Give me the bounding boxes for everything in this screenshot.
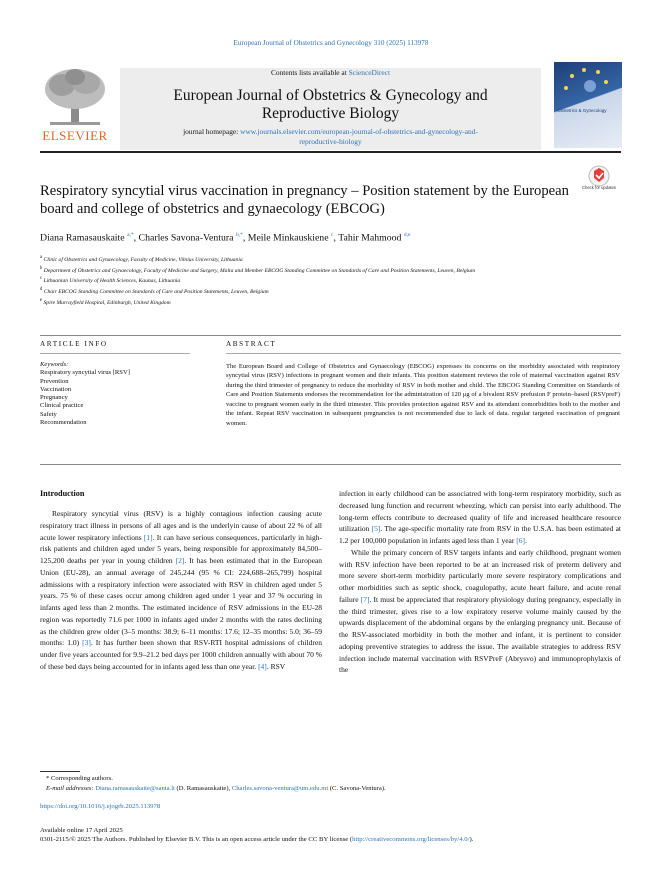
affiliation: $^d$ Chair EBCOG Standing Committee on Standards of Care and Position Statements, Leuven, Belgium xyxy=(40,286,269,295)
abstract-rule xyxy=(226,353,621,354)
author[interactable]: Charles Savona-Ventura xyxy=(138,232,234,244)
journal-cover-image xyxy=(554,62,622,148)
check-for-updates-label[interactable]: Check for updates xyxy=(582,185,616,190)
section-rule xyxy=(40,464,621,465)
header-rule xyxy=(40,151,621,153)
keyword: Vaccination xyxy=(40,385,72,393)
keyword: Safety xyxy=(40,410,57,418)
citation-link[interactable]: [3] xyxy=(82,638,91,648)
keyword: Prevention xyxy=(40,377,69,385)
journal-homepage: journal homepage: www.journals.elsevier.com/european-journal-of-obstetrics-and-gynecology-and- reproductive-biology xyxy=(183,127,478,146)
abstract-text: The European Board and College of Obstetrics and Gynaecology (EBCOG) expresses its concerns on the morbidity associated with respiratory syncytial virus (RSV) infections in pregnant women and their infants. This position statement reviews the role of maternal vaccination against RSV during the third trimester of pregnancy to reduce the morbidity of RSV in both mother and child. The EBCOG Standing Committee on Standards of Care and Position Statements endorses the recommendation for the administration of 120 μg of a bivalent RSV prefusion F protein–based (RSVpreF) vaccine to pregnant women early in the third trimester. This provides protection against RSV and its attendant comorbidities both to the mother and the infant. Repeat RSV vaccination in subsequent pregnancies is not recommended due to lack of data. regular targeted vaccination of pregnant women. xyxy=(226,363,620,427)
email-note: E-mail addresses: Diana.ramasauskaite@santa.lt (D. Ramasauskaite), Charles.savona-ventura@um.edu.mt (C. Savona-Ventura). xyxy=(46,784,386,792)
affiliations xyxy=(40,254,540,307)
journal-reference[interactable]: European Journal of Obstetrics and Gynecology 310 (2025) 113978 xyxy=(233,39,429,47)
homepage-link[interactable]: www.journals.elsevier.com/european-journal-of-obstetrics-and-gynecology-and- xyxy=(240,127,478,136)
affiliation: $^b$ Department of Obstetrics and Gynaecology, Faculty of Medicine and Surgery, Malta and Member EBCOG Standing Committee on Standards of Care and Position Statements, Leuven, Belgium xyxy=(40,265,476,274)
paragraph: infection in early childhood can be associatred with long-term respiratory morbidity, such as decreased lung function and recurrent wheezing, which can persist into early adulthood. The long-term effects contribute to decreased quality of life and increased healthcare resource utilization [5]. The age-specific mortality rate from RSV in the U.S.A. has been estimated at 1.2 per 100,000 population in infants aged less than 1 year [6]. xyxy=(339,489,621,545)
footnote-rule xyxy=(40,771,80,772)
keyword: Respiratory syncytial virus [RSV] xyxy=(40,369,130,377)
doi-link[interactable]: https://doi.org/10.1016/j.ejogrb.2025.113978 xyxy=(40,803,161,810)
citation-link[interactable]: [5] xyxy=(371,524,381,534)
affiliation: $^e$ Spire Murrayfield Hospital, Edinburgh, United Kingdom xyxy=(40,297,171,306)
email-link[interactable]: Diana.ramasauskaite@santa.lt xyxy=(95,784,175,792)
article-info-heading: ARTICLE INFO xyxy=(40,340,108,348)
citation-link[interactable]: [1] xyxy=(143,532,153,542)
paragraph: Respiratory syncytial virus (RSV) is a highly contagious infection causing acute respiratory tract illness in persons of all ages and is the underlyin cause of about 22 % of all acute lower respiratory infections [1]. It can have serious consequences, particularly in high-risk patients and children aged under 5 years, being responsible for approximately 84,500–125,200 deaths per year in young children [2]. It has been estimated that in the European Union (EU-28), an annual average of 245,244 (95 % CI: 224,688–265,799) hospital admissions with a respiratory infection were associated with RSV in children aged under 5 years. 75 % of these cases occur among children aged under 1 year and 37 % occuring in infants aged less than 2 months. The estimated incidence of RSV admissions in the EU-28 region was reportedly 71.6 per 1000 in infants aged under 2 months with the rates declining as the children grew older (3–5 months: 38.9; 6–11 months: 17.6; 12–35 months: 5.0; 36–59 months: 1.0) [3]. It has further been shown that RSV-RTI hospital admissions of children under five years accounted for 9.9–21.2 bed days per 1000 children annually with about 70 % of these bed days being accounted for in infants aged less than one year. [4]. RSV xyxy=(40,509,322,671)
footnotes xyxy=(40,774,620,793)
paragraph: While the primary concern of RSV targets infants and early childhood, pregnant women with RSV infection have been reported to be at an increased risk of preterm delivery and more severe short-term morbidity particularly more severe respiratory complications and other morbidities such as septic shock, coagulopathy, acute heart failure, and acute renal failure [7]. It must be appreciated that respiratory physiology during pregnancy, especially in the third trimester, gives rise to a low expiratory reserve volume mainly caused by the upwards displacement of the abdominal organs by the enlarging pregnancy unit. Because of the RSV-associated morbidity in both the mother and infant, it is pertinent to consider adoping preventive strategies to address the issue. The available strategies to address RSV infection include maternal vaccination with RSVPreF (Abrysvo) and immunoprophylaxis of the xyxy=(339,547,621,675)
contents-line: Contents lists available at ScienceDirect xyxy=(270,68,391,77)
keyword: Pregnancy xyxy=(40,394,68,402)
body-column-left xyxy=(40,508,322,673)
author[interactable]: Tahir Mahmood xyxy=(338,232,402,244)
author-list: Diana Ramasauskaite $^{a,*}$, Charles Savona-Ventura $^{b,*}$, Meile Minkauskiene $^c$, Tahir Mahmood $^{d,e}$ xyxy=(40,232,411,244)
keywords-list: Keywords: Respiratory syncytial virus [RSV] Prevention Vaccination Pregnancy Clinical practice Safety Recommendation xyxy=(40,361,190,427)
citation-link[interactable]: [6] xyxy=(516,536,526,545)
homepage-link-cont[interactable]: reproductive-biology xyxy=(299,136,362,146)
citation-link[interactable]: [7] xyxy=(360,594,370,604)
affiliation: $^a$ Clinic of Obstetrics and Gynaecology, Faculty of Medicine, Vilnius University, Lithuania xyxy=(40,255,243,263)
keyword: Clinical practice xyxy=(40,402,84,410)
body-column-right xyxy=(339,488,621,676)
author[interactable]: Meile Minkauskiene xyxy=(247,232,329,244)
citation-link[interactable]: [4] xyxy=(258,661,267,671)
introduction-heading: Introduction xyxy=(40,489,85,498)
keyword: Recommendation xyxy=(40,419,87,427)
journal-title: European Journal of Obstetrics & Gynecology and Reproductive Biology xyxy=(173,87,488,122)
article-info-rule xyxy=(40,353,190,354)
abstract-heading: ABSTRACT xyxy=(226,340,277,348)
article-title: Respiratory syncytial virus vaccination in pregnancy – Position statement by the European board and college of obstetrics and gynaecology (EBCOG) xyxy=(40,183,569,217)
affiliation: $^c$ Lithuanian University of Health Sciences, Kaunas, Lithuania xyxy=(40,276,181,285)
author[interactable]: Diana Ramasauskaite xyxy=(40,232,125,244)
section-rule xyxy=(40,335,621,336)
cover-title: Obstetrics & Gynecology xyxy=(557,108,607,113)
publication-info: Available online 17 April 2025 0301-2115/© 2025 The Authors. Published by Elsevier B.V. This is an open access article under the CC BY license (http://creativecommons.org/licenses/by/4.0/). xyxy=(40,827,474,844)
email-link[interactable]: Charles.savona-ventura@um.edu.mt xyxy=(231,784,329,792)
corresponding-note: * Corresponding authors. xyxy=(46,775,113,782)
sciencedirect-link[interactable]: ScienceDirect xyxy=(348,68,391,77)
license-link[interactable]: http://creativecommons.org/licenses/by/4.0/ xyxy=(352,836,470,844)
elsevier-wordmark: ELSEVIER xyxy=(42,128,108,143)
citation-link[interactable]: [2] xyxy=(175,556,185,565)
